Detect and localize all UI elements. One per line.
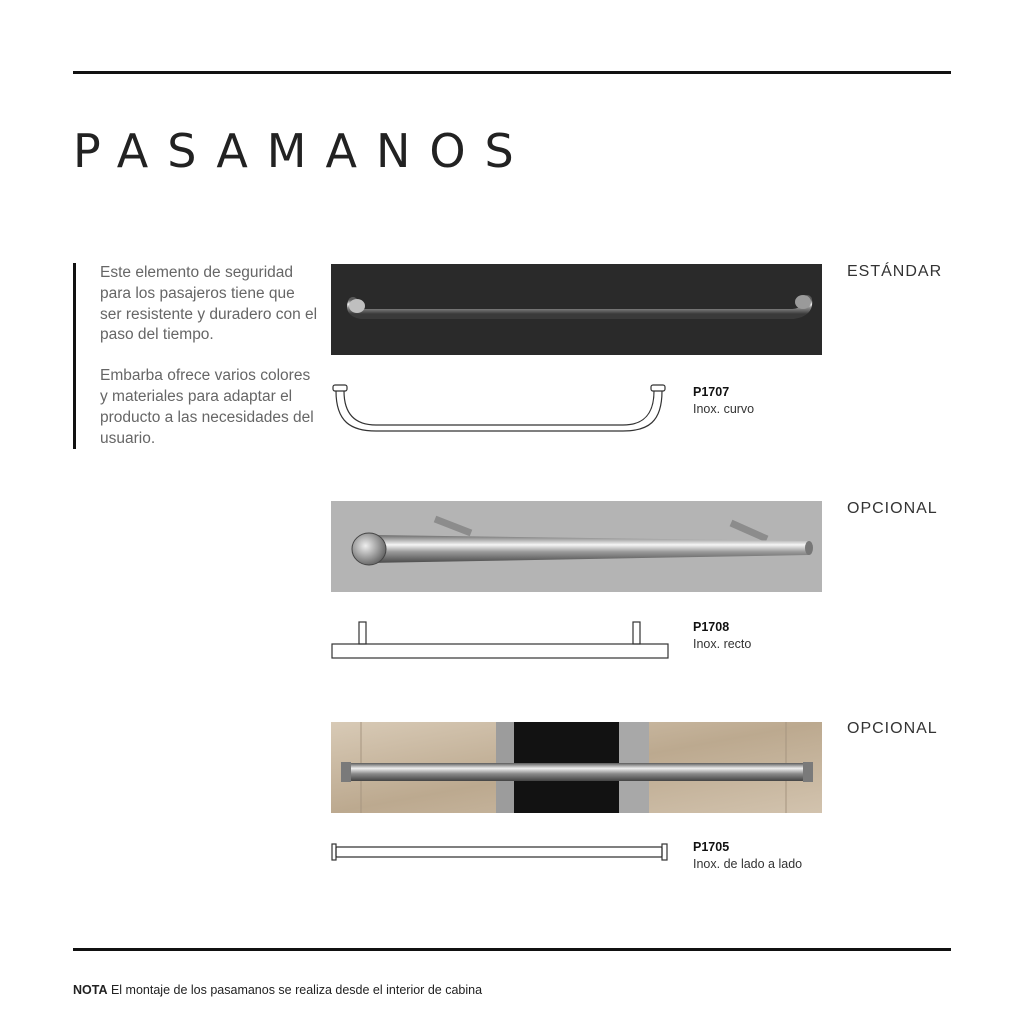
- product-code-p1708: P1708: [693, 620, 730, 634]
- note-label: NOTA: [73, 983, 108, 997]
- product-badge-optional-2: OPCIONAL: [847, 720, 938, 737]
- product-photo-p1707: [331, 264, 822, 355]
- intro-paragraph-2: Embarba ofrece varios colores y materiales para adaptar el producto a las necesidades del usuario.: [100, 367, 314, 447]
- product-code-p1705: P1705: [693, 840, 730, 854]
- product-description-p1708: Inox. recto: [693, 637, 752, 651]
- product-photo-p1705: [331, 722, 822, 813]
- product-drawing-p1708: [331, 620, 671, 667]
- product-description-p1707: Inox. curvo: [693, 402, 755, 416]
- note-text: El montaje de los pasamanos se realiza desde el interior de cabina: [107, 983, 483, 997]
- bottom-rule: [73, 948, 951, 951]
- intro-text-block: [73, 263, 320, 449]
- product-photo-p1708: [331, 501, 822, 592]
- intro-paragraph-1: Este elemento de seguridad para los pasajeros tiene que ser resistente y duradero con el paso del tiempo.: [100, 264, 318, 344]
- product-description-p1705: Inox. de lado a lado: [693, 857, 803, 871]
- product-badge-optional-1: OPCIONAL: [847, 500, 938, 517]
- footer-note: [73, 983, 482, 997]
- top-rule: [73, 71, 951, 74]
- product-code-p1707: P1707: [693, 385, 730, 399]
- product-badge-standard: ESTÁNDAR: [847, 263, 943, 280]
- page-title: PASAMANOS: [73, 124, 533, 178]
- product-drawing-p1707: [331, 382, 671, 443]
- product-drawing-p1705: [331, 842, 671, 869]
